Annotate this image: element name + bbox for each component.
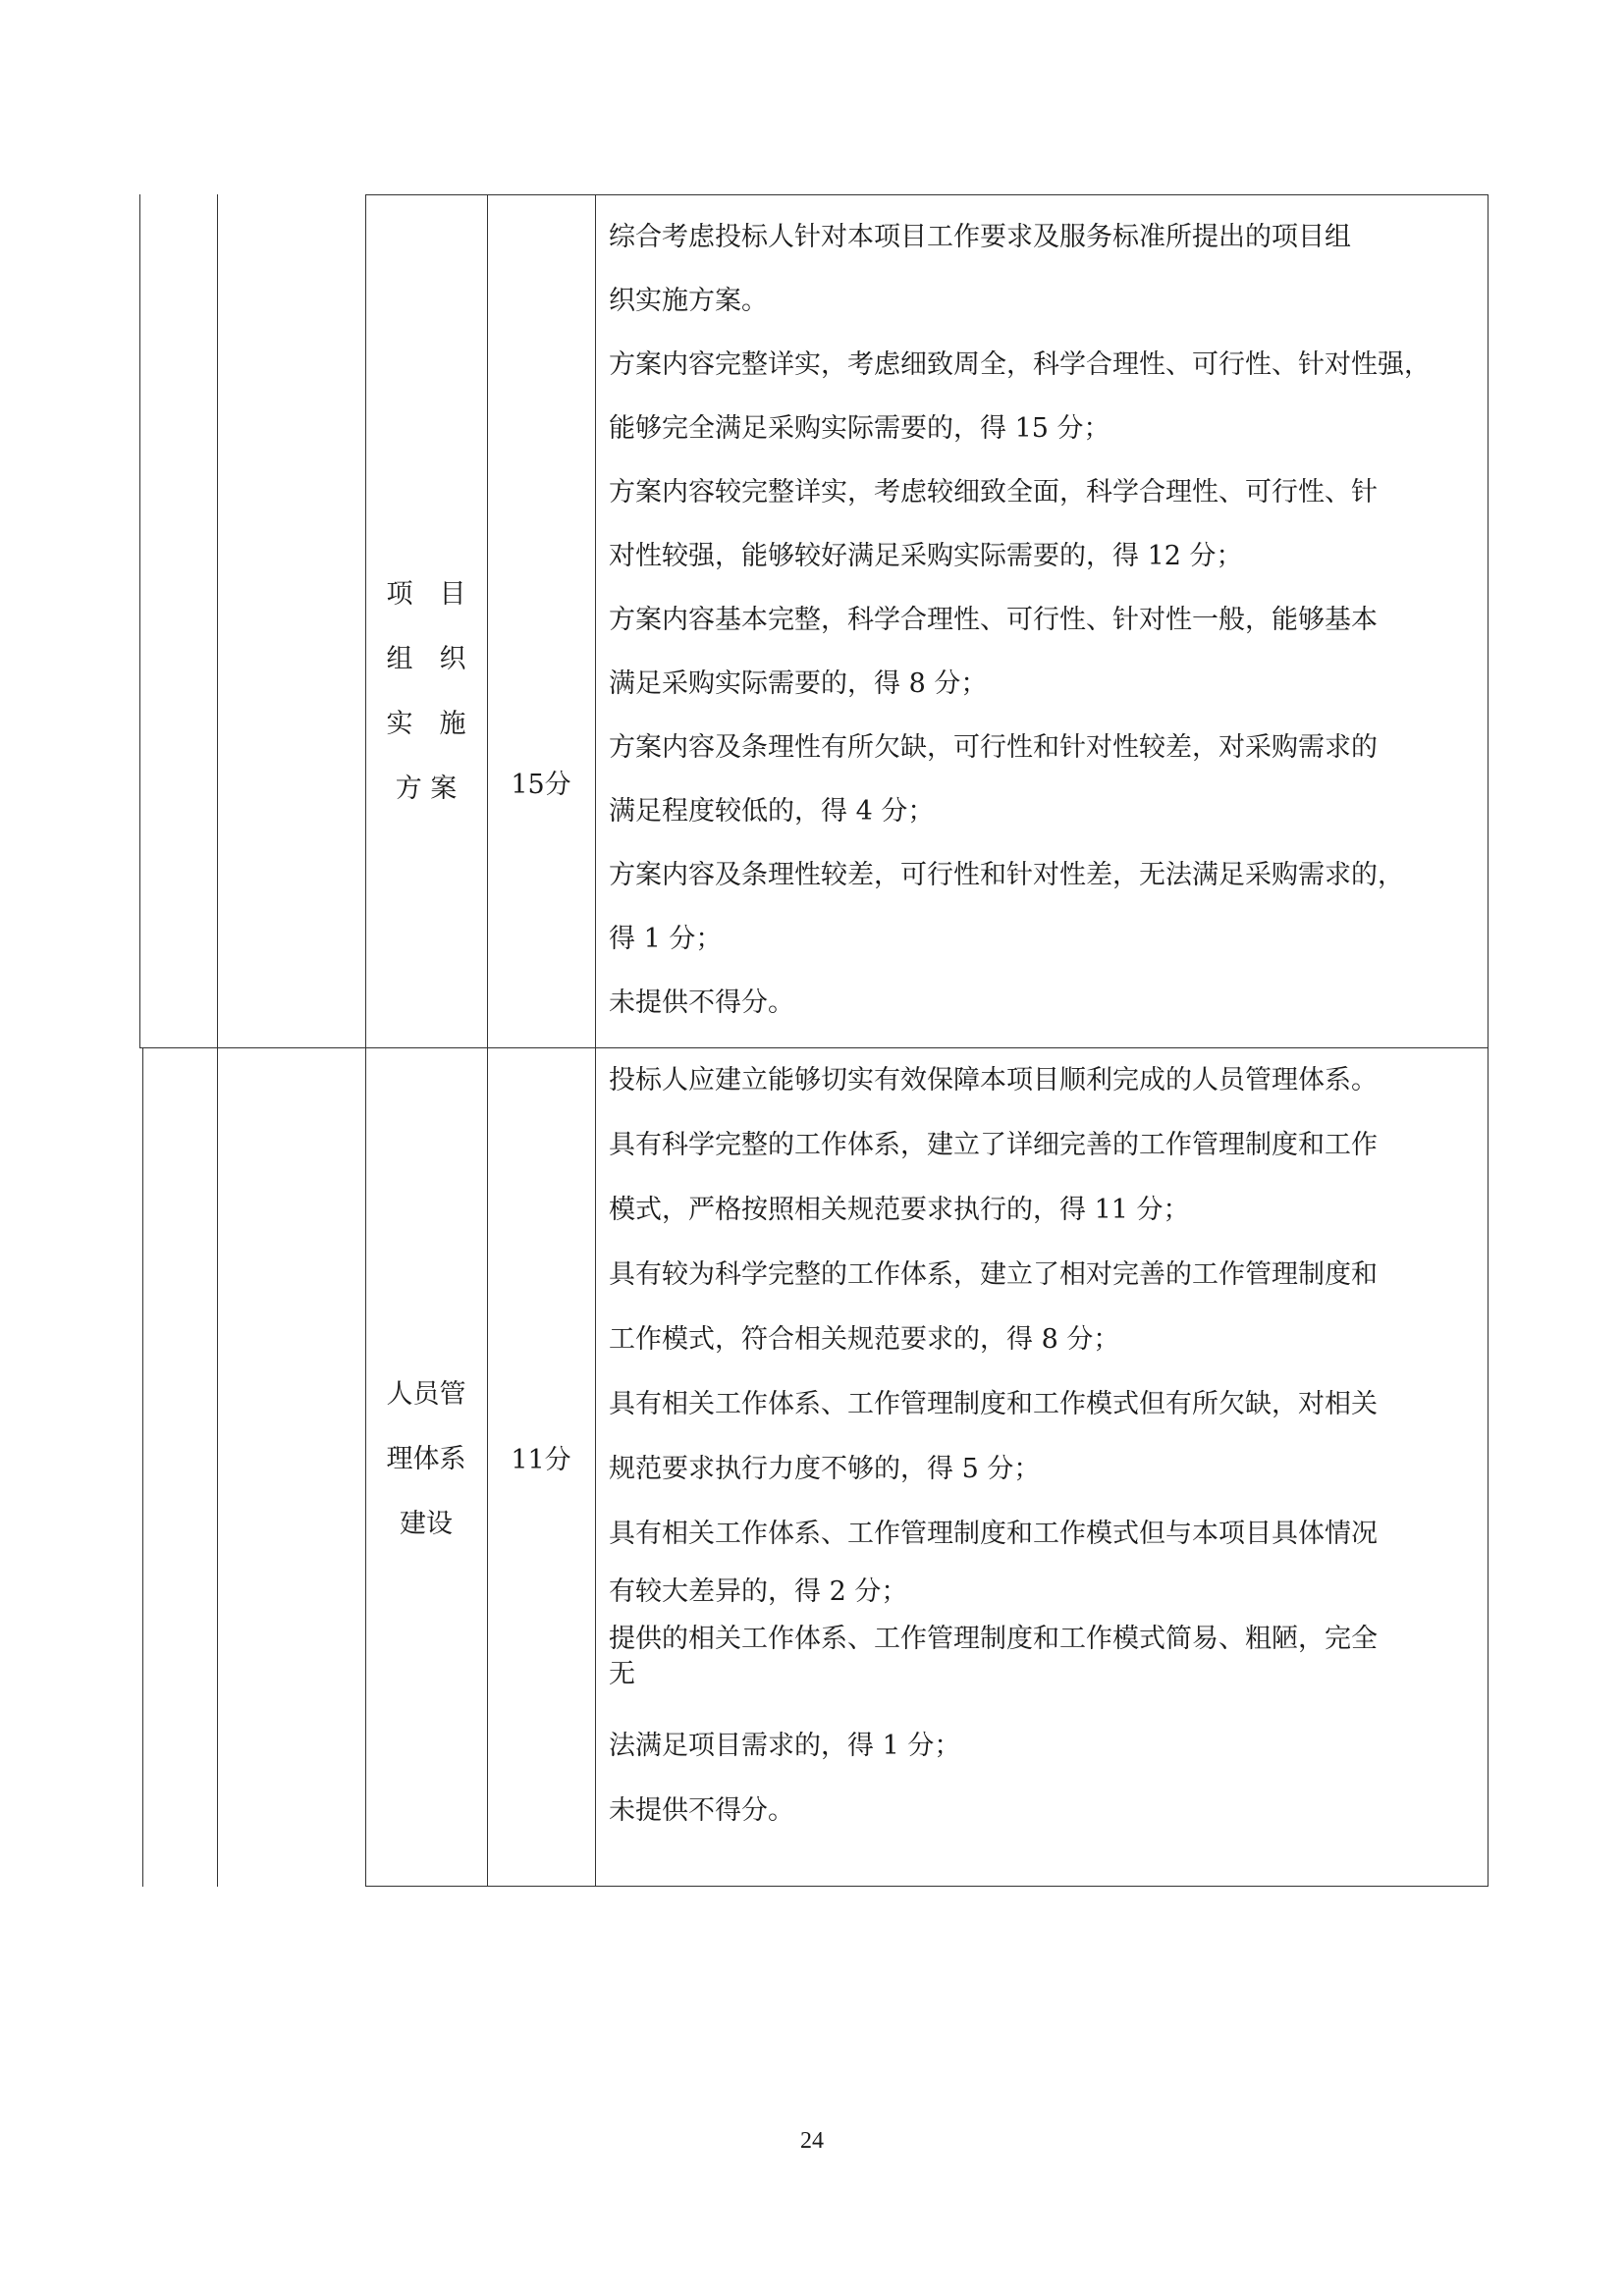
row-1-description-line: 满足程度较低的，得 4 分；	[609, 796, 935, 827]
row-2-description	[609, 1048, 1473, 1843]
row-1-description-line: 能够完全满足采购实际需要的，得 15 分；	[609, 413, 1110, 444]
table-border-top	[365, 194, 1489, 195]
row-1-item-name-line: 方 案	[395, 774, 458, 804]
row-2-description-line: 工作模式，符合相关规范要求的，得 8 分；	[609, 1324, 1120, 1355]
table-border-left-outer	[139, 194, 140, 1048]
table-border-bottom	[365, 1886, 1489, 1887]
row-1-description-line: 方案内容及条理性有所欠缺，可行性和针对性较差，对采购需求的	[609, 732, 1378, 763]
row-2-description-line: 投标人应建立能够切实有效保障本项目顺利完成的人员管理体系。	[609, 1065, 1378, 1095]
table-column-divider-2	[365, 194, 366, 1887]
row-1-description-line: 方案内容较完整详实，考虑较细致全面，科学合理性、可行性、针	[609, 477, 1378, 507]
row-2-item-name-line: 理体系	[386, 1444, 466, 1474]
table-border-left-outer-lower	[142, 1048, 143, 1887]
row-1-description-line: 织实施方案。	[609, 286, 768, 316]
row-2-description-line: 具有较为科学完整的工作体系，建立了相对完善的工作管理制度和	[609, 1259, 1378, 1290]
row-1-item-name-line: 项 目	[386, 579, 466, 610]
page-number: 24	[800, 2128, 824, 2154]
row-1-item-name-line: 组 织	[386, 644, 466, 674]
row-1-score: 15分	[511, 770, 571, 800]
row-2-description-line: 规范要求执行力度不够的，得 5 分；	[609, 1454, 1041, 1484]
row-2-item-name	[365, 1373, 487, 1546]
table-column-divider-4	[595, 194, 596, 1887]
row-2-description-line: 具有科学完整的工作体系，建立了详细完善的工作管理制度和工作	[609, 1130, 1378, 1160]
row-2-description-line: 模式，严格按照相关规范要求执行的，得 11 分；	[609, 1195, 1190, 1225]
table-column-divider-3	[487, 194, 488, 1887]
row-2-description-line: 未提供不得分。	[609, 1795, 794, 1826]
row-1-description-line: 方案内容及条理性较差，可行性和针对性差，无法满足采购需求的，	[609, 860, 1404, 890]
row-1-description-line: 满足采购实际需要的，得 8 分；	[609, 668, 988, 699]
table-column-divider-1	[217, 194, 218, 1887]
row-2-item-name-line: 人员管	[386, 1379, 466, 1410]
row-1-description-line: 未提供不得分。	[609, 988, 794, 1018]
row-1-description-line: 对性较强，能够较好满足采购实际需要的，得 12 分；	[609, 541, 1243, 571]
row-2-score: 11分	[511, 1445, 571, 1475]
row-2-description-line: 无	[609, 1659, 635, 1689]
row-2-description-line: 具有相关工作体系、工作管理制度和工作模式但有所欠缺，对相关	[609, 1389, 1378, 1419]
row-1-item-name-line: 实 施	[386, 709, 466, 739]
row-2-description-line: 法满足项目需求的，得 1 分；	[609, 1731, 961, 1761]
row-2-description-line: 具有相关工作体系、工作管理制度和工作模式但与本项目具体情况	[609, 1519, 1378, 1549]
table-border-right	[1488, 194, 1489, 1887]
row-1-description	[609, 205, 1473, 1035]
row-1-description-line: 方案内容基本完整，科学合理性、可行性、针对性一般，能够基本	[609, 605, 1378, 635]
row-1-item-name	[365, 573, 487, 811]
row-1-description-line: 方案内容完整详实，考虑细致周全，科学合理性、可行性、针对性强，	[609, 349, 1431, 380]
row-2-description-line: 有较大差异的，得 2 分；	[609, 1576, 908, 1607]
row-1-description-line: 综合考虑投标人针对本项目工作要求及服务标准所提出的项目组	[609, 222, 1351, 252]
row-2-item-name-line: 建设	[400, 1509, 453, 1539]
row-2-description-line: 提供的相关工作体系、工作管理制度和工作模式简易、粗陋，完全	[609, 1624, 1378, 1654]
row-1-description-line: 得 1 分；	[609, 924, 723, 954]
